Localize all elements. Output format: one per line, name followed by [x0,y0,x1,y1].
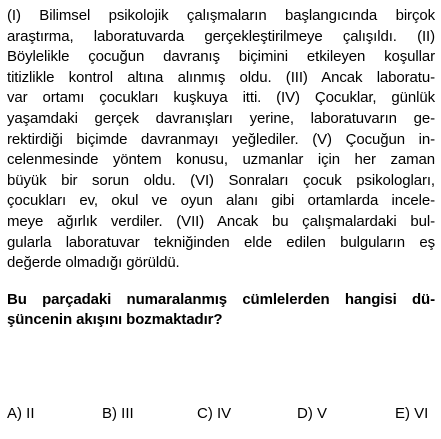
option-b[interactable]: B) III [102,405,134,422]
question-line: şüncenin akışını bozmaktadır? [7,311,223,329]
answer-options [7,405,435,427]
passage-line: gularla laboratuvar tekniğinden elde edilen bulguların eş [7,233,435,251]
passage-line: meye ağırlık verdiler. (VII) Ancak bu çalışmalardaki bul- [7,212,435,230]
passage-line: var ortamı çocukları kuşkuya itti. (IV) Çocuklar, günlük [7,89,435,107]
question-stem [7,290,435,331]
passage-line: titizlikle kontrol altına alınmış oldu. (III) Ancak laboratu- [7,68,435,86]
passage-line: rektirdiği biçimde davranmayı yeğlediler. (V) Çocuğun in- [7,130,435,148]
passage-line: (I) Bilimsel psikolojik çalışmaların başlangıcında birçok [7,7,435,24]
option-e[interactable]: E) VI [395,405,429,422]
passage-line: çocukları ev, okul ve oyun alanı gibi ortamlarda incele- [7,192,435,210]
passage-line: değerde olmadığı görüldü. [7,254,180,272]
option-d[interactable]: D) V [297,405,327,422]
option-a[interactable]: A) II [7,405,35,422]
passage-line: araştırma, laboratuvarda gerçekleştirilmeye çalışıldı. (II) [7,27,435,45]
passage-line: celenmesinde yöntem konusu, uzmanlar için her zaman [7,151,435,169]
passage-line: büyük bir sorun oldu. (VI) Sonraları çocuk psikologları, [7,171,435,189]
passage-line: yaşamdaki gerçek davranışları yerine, laboratuvarın ge- [7,109,435,127]
passage-line: Böylelikle çocuğun davranış biçimini etkileyen koşullar [7,48,435,66]
passage-text [7,6,435,274]
option-c[interactable]: C) IV [197,405,232,422]
question-line: Bu parçadaki numaralanmış cümlelerden hangisi dü- [7,290,435,308]
